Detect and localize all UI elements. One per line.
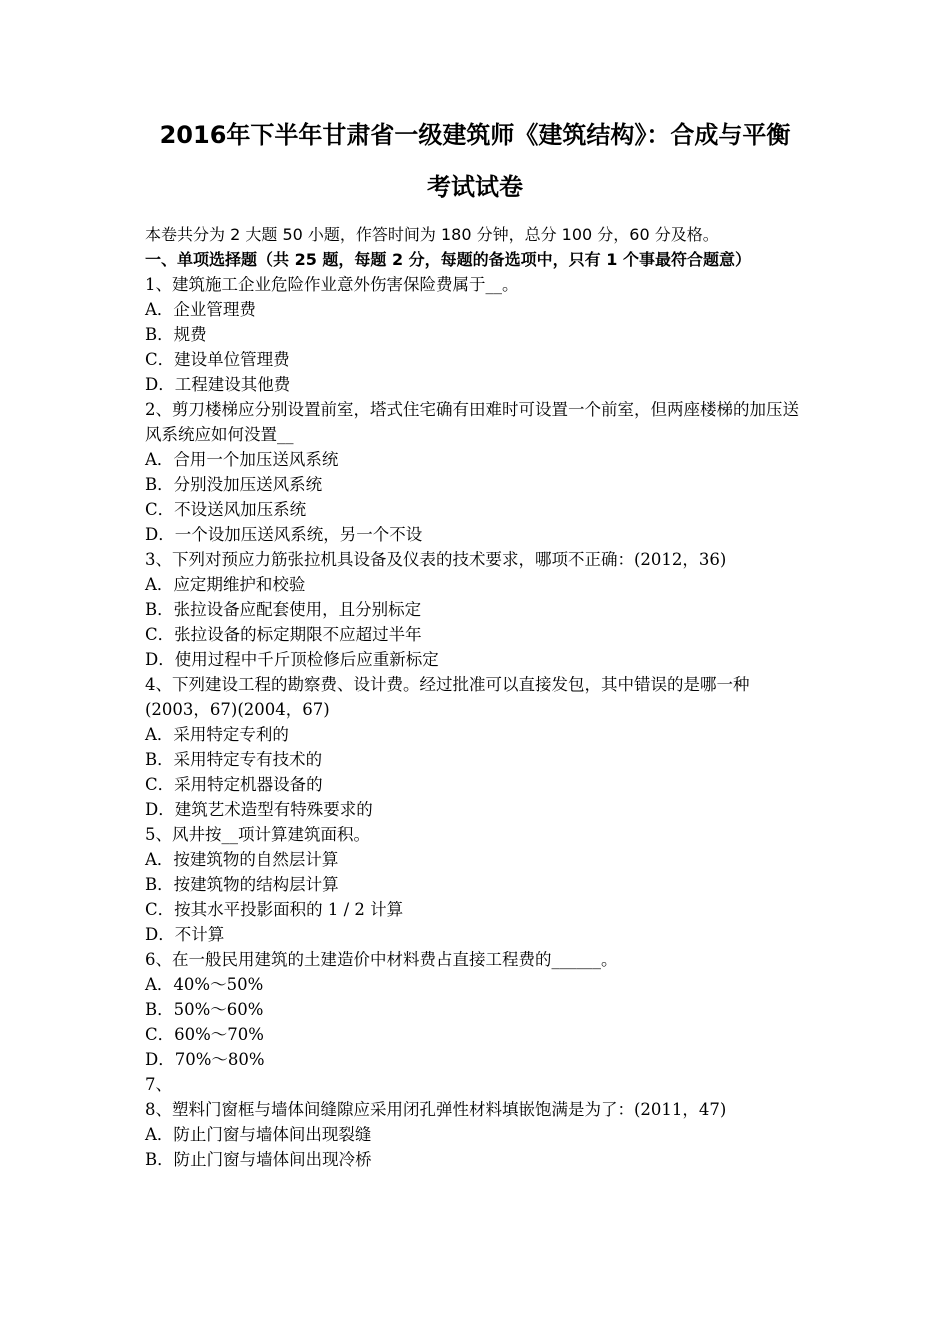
question-option: B．张拉设备应配套使用，且分别标定 xyxy=(145,600,422,619)
question-option: A．应定期维护和校验 xyxy=(145,575,306,594)
question-item xyxy=(145,1072,810,1097)
question-item xyxy=(145,272,810,397)
question-stem: 3、下列对预应力筋张拉机具设备及仪表的技术要求，哪项不正确：(2012，36) xyxy=(145,550,727,569)
question-option: B．50%～60% xyxy=(145,1000,264,1019)
section-heading: 一、单项选择题（共 25 题，每题 2 分，每题的备选项中，只有 1 个事最符合题意） xyxy=(145,250,751,269)
question-option: D．不计算 xyxy=(145,925,225,944)
question-stem: 6、在一般民用建筑的土建造价中材料费占直接工程费的______。 xyxy=(145,950,618,969)
question-option: C．建设单位管理费 xyxy=(145,350,290,369)
question-option: A．按建筑物的自然层计算 xyxy=(145,850,339,869)
question-option: B．分别没加压送风系统 xyxy=(145,475,323,494)
question-stem: 4、下列建设工程的勘察费、设计费。经过批准可以直接发包，其中错误的是哪一种(2003，67)(2004，67) xyxy=(145,675,750,719)
question-item xyxy=(145,822,810,947)
question-option: D．建筑艺术造型有特殊要求的 xyxy=(145,800,373,819)
question-option: A．采用特定专利的 xyxy=(145,725,289,744)
exam-intro: 本卷共分为 2 大题 50 小题，作答时间为 180 分钟，总分 100 分，60 分及格。 xyxy=(145,225,719,244)
question-option: B．按建筑物的结构层计算 xyxy=(145,875,339,894)
question-item xyxy=(145,547,810,672)
question-option: B．采用特定专有技术的 xyxy=(145,750,323,769)
question-stem: 5、风井按__项计算建筑面积。 xyxy=(145,825,370,844)
question-option: C．张拉设备的标定期限不应超过半年 xyxy=(145,625,422,644)
document-title-line1: 2016年下半年甘肃省一级建筑师《建筑结构》：合成与平衡 xyxy=(159,121,791,149)
question-option: C．采用特定机器设备的 xyxy=(145,775,323,794)
question-option: D．工程建设其他费 xyxy=(145,375,291,394)
question-option: A．企业管理费 xyxy=(145,300,256,319)
question-option: D．一个设加压送风系统，另一个不设 xyxy=(145,525,423,544)
question-option: C．60%～70% xyxy=(145,1025,264,1044)
question-option: A．合用一个加压送风系统 xyxy=(145,450,339,469)
question-option: B．防止门窗与墙体间出现冷桥 xyxy=(145,1150,372,1169)
question-stem: 7、 xyxy=(145,1075,172,1094)
document-title-line2: 考试试卷 xyxy=(427,173,523,201)
question-stem: 8、塑料门窗框与墙体间缝隙应采用闭孔弹性材料填嵌饱满是为了：(2011，47) xyxy=(145,1100,727,1119)
question-option: A．防止门窗与墙体间出现裂缝 xyxy=(145,1125,372,1144)
question-item xyxy=(145,672,810,822)
question-item xyxy=(145,947,810,1072)
question-option: D．70%～80% xyxy=(145,1050,265,1069)
question-stem: 1、建筑施工企业危险作业意外伤害保险费属于__。 xyxy=(145,275,519,294)
question-list xyxy=(145,272,810,1172)
document-body xyxy=(145,222,810,1172)
question-option: C．按其水平投影面积的 1 / 2 计算 xyxy=(145,900,404,919)
question-item xyxy=(145,1097,810,1172)
question-item xyxy=(145,397,810,547)
question-option: D．使用过程中千斤顶检修后应重新标定 xyxy=(145,650,439,669)
question-option: B．规费 xyxy=(145,325,207,344)
question-option: A．40%～50% xyxy=(145,975,264,994)
question-option: C．不设送风加压系统 xyxy=(145,500,307,519)
question-stem: 2、剪刀楼梯应分别设置前室，塔式住宅确有田难时可设置一个前室，但两座楼梯的加压送风系统应如何没置__ xyxy=(145,400,799,444)
